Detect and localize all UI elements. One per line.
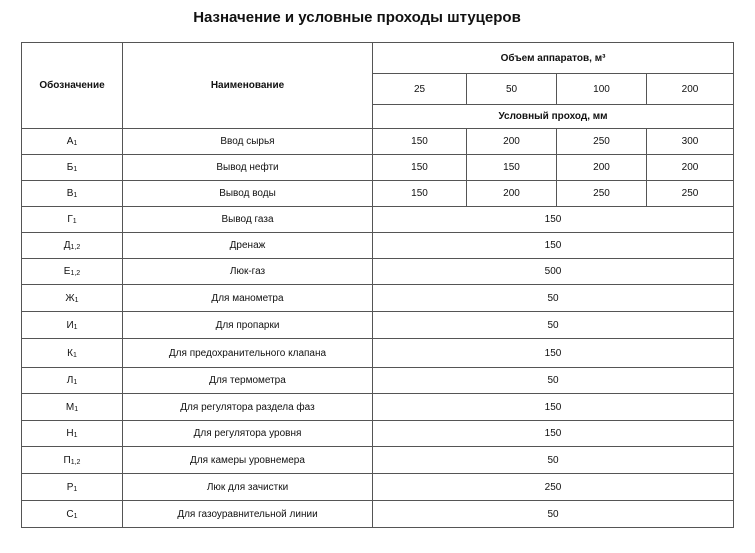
name-cell: Ввод сырья	[123, 129, 373, 155]
header-volume-value: 200	[647, 74, 734, 105]
bore-cell-merged: 50	[373, 285, 734, 312]
designation-cell	[22, 474, 123, 501]
name-cell: Люк-газ	[123, 259, 373, 285]
bore-cell: 200	[467, 181, 557, 207]
table-row	[22, 339, 734, 368]
table-row	[22, 501, 734, 528]
table-row	[22, 474, 734, 501]
designation-index: 1	[72, 218, 77, 225]
designation-letter: П	[63, 454, 71, 466]
designation-index: 1	[73, 323, 78, 331]
bore-cell: 250	[557, 181, 647, 207]
header-name: Наименование	[123, 43, 373, 129]
bore-cell: 150	[373, 129, 467, 155]
bore-cell: 200	[467, 129, 557, 155]
bore-cell-merged: 50	[373, 447, 734, 474]
table-row	[22, 233, 734, 259]
designation-letter: Р	[66, 481, 74, 493]
designation-cell	[22, 207, 123, 233]
nozzle-table	[21, 42, 734, 528]
designation-index: 1	[73, 166, 78, 173]
bore-cell: 150	[467, 155, 557, 181]
name-cell: Вывод газа	[123, 207, 373, 233]
designation-cell	[22, 259, 123, 285]
header-volume-value: 25	[373, 74, 467, 105]
bore-cell: 250	[647, 181, 734, 207]
designation-cell	[22, 155, 123, 181]
designation-letter: Г	[67, 214, 73, 225]
name-cell: Для регулятора раздела фаз	[123, 394, 373, 421]
table-row	[22, 259, 734, 285]
designation-index: 1	[73, 140, 78, 147]
bore-cell: 300	[647, 129, 734, 155]
bore-cell: 150	[373, 155, 467, 181]
bore-cell: 150	[373, 181, 467, 207]
designation-cell	[22, 233, 123, 259]
name-cell: Для камеры уровнемера	[123, 447, 373, 474]
table-row	[22, 421, 734, 447]
designation-index: 1,2	[70, 458, 81, 466]
header-designation: Обозначение	[22, 43, 123, 129]
designation-index: 1	[72, 351, 77, 359]
bore-cell-merged: 250	[373, 474, 734, 501]
designation-letter: Б	[66, 162, 74, 173]
bore-cell: 250	[557, 129, 647, 155]
bore-cell-merged: 150	[373, 233, 734, 259]
designation-cell	[22, 129, 123, 155]
designation-letter: Е	[63, 266, 71, 277]
bore-cell-merged: 150	[373, 394, 734, 421]
designation-index: 1,2	[70, 270, 81, 277]
name-cell: Для пропарки	[123, 312, 373, 339]
designation-cell	[22, 421, 123, 447]
designation-index: 1	[73, 379, 78, 386]
designation-cell	[22, 394, 123, 421]
header-nominal-bore: Условный проход, мм	[373, 105, 734, 129]
designation-cell	[22, 285, 123, 312]
name-cell: Вывод воды	[123, 181, 373, 207]
designation-index: 1	[73, 485, 78, 493]
name-cell: Вывод нефти	[123, 155, 373, 181]
bore-cell-merged: 150	[373, 339, 734, 368]
bore-cell-merged: 50	[373, 501, 734, 528]
bore-cell-merged: 50	[373, 312, 734, 339]
bore-cell: 200	[557, 155, 647, 181]
designation-letter: С	[66, 508, 74, 520]
designation-index: 1	[73, 192, 78, 199]
name-cell: Для газоуравнительной линии	[123, 501, 373, 528]
table-row	[22, 181, 734, 207]
designation-index: 1	[74, 405, 79, 413]
designation-cell	[22, 447, 123, 474]
page-title: Назначение и условные проходы штуцеров	[193, 9, 521, 26]
designation-letter: К	[67, 347, 73, 359]
designation-cell	[22, 501, 123, 528]
name-cell: Дренаж	[123, 233, 373, 259]
header-volume-value: 50	[467, 74, 557, 105]
designation-index: 1	[73, 432, 78, 439]
bore-cell-merged: 150	[373, 207, 734, 233]
bore-cell: 200	[647, 155, 734, 181]
name-cell: Для предохранительного клапана	[123, 339, 373, 368]
designation-letter: Д	[63, 240, 71, 251]
designation-index: 1	[73, 512, 78, 520]
bore-cell-merged: 150	[373, 421, 734, 447]
name-cell: Для манометра	[123, 285, 373, 312]
table-row	[22, 368, 734, 394]
designation-letter: Л	[66, 375, 74, 386]
table-row	[22, 129, 734, 155]
designation-index: 1,2	[70, 244, 81, 251]
bore-cell-merged: 50	[373, 368, 734, 394]
designation-cell	[22, 181, 123, 207]
header-volume-value: 100	[557, 74, 647, 105]
designation-letter: В	[66, 188, 74, 199]
table-row	[22, 285, 734, 312]
name-cell: Для регулятора уровня	[123, 421, 373, 447]
designation-cell	[22, 368, 123, 394]
table-body	[22, 129, 734, 528]
designation-letter: И	[66, 319, 74, 331]
designation-letter: Ж	[65, 292, 75, 304]
bore-cell-merged: 500	[373, 259, 734, 285]
table-row	[22, 394, 734, 421]
designation-letter: Н	[66, 428, 74, 439]
designation-letter: А	[66, 136, 74, 147]
name-cell: Для термометра	[123, 368, 373, 394]
designation-cell	[22, 339, 123, 368]
header-volume: Объем аппаратов, м³	[373, 43, 734, 74]
designation-cell	[22, 312, 123, 339]
table-row	[22, 312, 734, 339]
designation-index: 1	[74, 296, 79, 304]
table-row	[22, 447, 734, 474]
table-row	[22, 155, 734, 181]
table-row	[22, 207, 734, 233]
name-cell: Люк для зачистки	[123, 474, 373, 501]
designation-letter: М	[65, 401, 75, 413]
